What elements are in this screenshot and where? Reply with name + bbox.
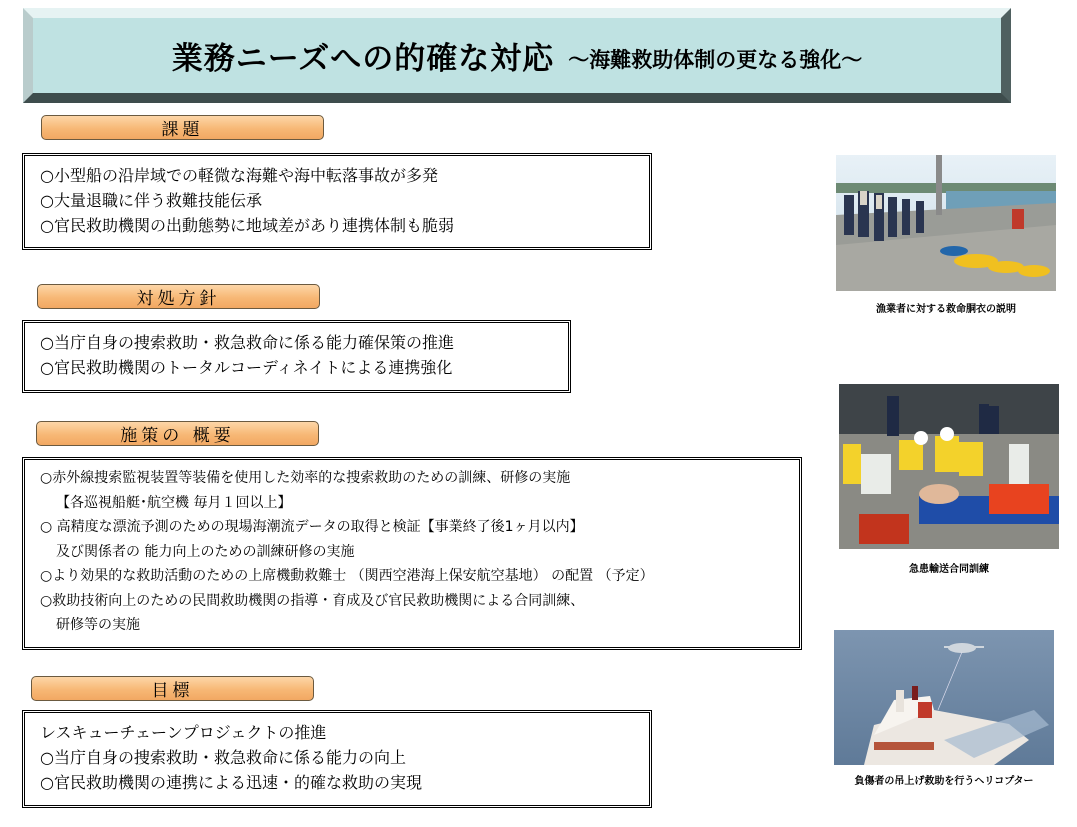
measures-line: ○救助技術向上のための民間救助機関の指導・育成及び官民救助機関による合同訓練、 <box>40 592 585 609</box>
photo-caption: 急患輸送合同訓練 <box>909 564 989 575</box>
measures-box <box>22 457 802 650</box>
goals-line: ○官民救助機関の連携による迅速・的確な救助の実現 <box>40 773 422 792</box>
goals-line: ○当庁自身の捜索救助・救急救命に係る能力の向上 <box>40 748 406 767</box>
measures-line: 及び関係者の 能力向上のための訓練研修の実施 <box>56 543 355 560</box>
measures-line: ○ 高精度な漂流予測のための現場海潮流データの取得と検証【事業終了後1ヶ月以内】 <box>40 519 584 535</box>
banner-inner <box>33 18 1001 93</box>
page-subtitle: ～海難救助体制の更なる強化～ <box>568 47 863 72</box>
policy-box <box>22 320 571 393</box>
issues-line: ○官民救助機関の出動態勢に地域差があり連携体制も脆弱 <box>40 216 454 235</box>
helicopter-photo-svg <box>834 630 1054 765</box>
goals-label: 目標 <box>31 676 314 701</box>
measures-label: 施策の 概要 <box>36 421 319 446</box>
issues-line: ○大量退職に伴う救難技能伝承 <box>40 191 262 210</box>
policy-line: ○官民救助機関のトータルコーディネイトによる連携強化 <box>40 358 453 377</box>
measures-line: 研修等の実施 <box>56 617 140 633</box>
measures-line: ○より効果的な救助活動のための上席機動救難士 （関西空港海上保安航空基地） の配置 （予定） <box>40 568 654 584</box>
measures-line: 【各巡視船艇･航空機 毎月１回以上】 <box>56 494 292 511</box>
photo-caption: 負傷者の吊上げ救助を行うヘリコプター <box>854 776 1034 787</box>
measures-line: ○赤外線捜索監視装置等装備を使用した効率的な捜索救助のための訓練、研修の実施 <box>40 470 571 486</box>
policy-line: ○当庁自身の捜索救助・救急救命に係る能力確保策の推進 <box>40 333 454 352</box>
page-title: 業務ニーズへの的確な対応 <box>171 41 555 77</box>
photo-lifejacket-briefing <box>836 155 1056 291</box>
issues-line: ○小型船の沿岸域での軽微な海難や海中転落事故が多発 <box>40 166 438 185</box>
title-banner <box>23 8 1011 103</box>
issues-box <box>22 153 652 250</box>
issues-label: 課題 <box>41 115 324 140</box>
photo-caption: 漁業者に対する救命胴衣の説明 <box>876 304 1016 315</box>
goals-line: レスキューチェーンプロジェクトの推進 <box>40 723 327 742</box>
photo-emergency-drill <box>839 384 1059 549</box>
drill-photo-svg <box>839 384 1059 549</box>
goals-box <box>22 710 652 808</box>
lifejacket-photo-svg <box>836 155 1056 291</box>
photo-helicopter-rescue <box>834 630 1054 765</box>
policy-label: 対処方針 <box>37 284 320 309</box>
